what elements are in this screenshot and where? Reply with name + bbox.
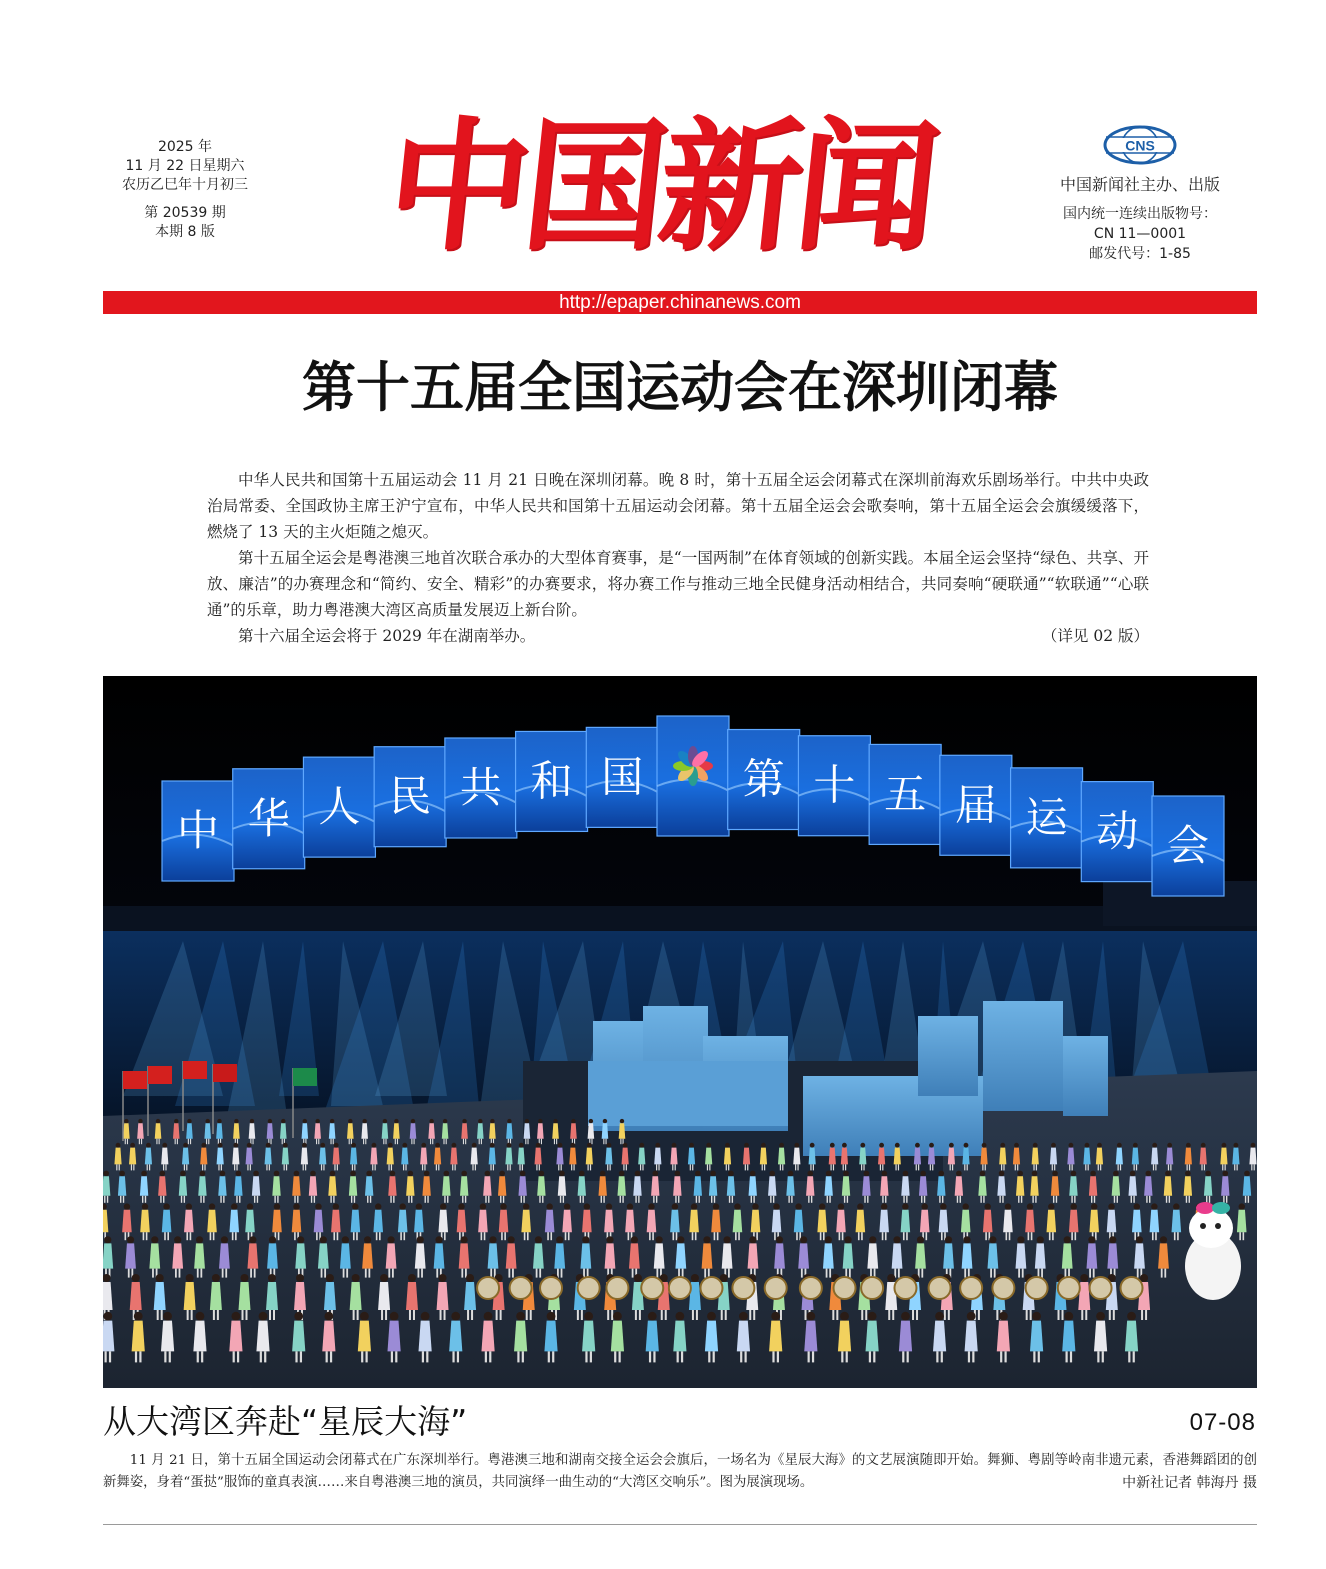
feature-headline: 从大湾区奔赴“星辰大海” [103,1402,468,1441]
lead-headline: 第十五届全国运动会在深圳闭幕 [302,355,1058,419]
closing-ceremony-photo [103,676,1257,1388]
screen-char: 动 [1096,806,1139,856]
screen-char: 五 [884,769,927,819]
newspaper-title: 中国新闻 [379,104,941,270]
screen-panel [516,731,588,831]
issue-date: 11 月 22 日星期六 [125,158,245,174]
lunar-date: 农历乙巳年十月初三 [122,177,248,193]
screen-panel [162,781,234,881]
publisher-block [1030,124,1250,264]
screen-panel [1081,782,1153,882]
screen-panel [1152,796,1224,896]
publisher-name: 中国新闻社主办、出版 [1059,175,1220,194]
screen-char: 运 [1025,792,1068,842]
lead-paragraph-2: 第十五届全运会是粤港澳三地首次联合承办的大型体育赛事，是“一国两制”在体育领域的创新实践。本届全运会坚持“绿色、共享、开放、廉洁”的办赛理念和“简约、安全、精彩”的办赛要求，将办赛工作与推动三地全民健身活动相结合，共同奏响“硬联通”“软联通”“心联通”的乐章，助力粤港澳大湾区高质量发展迈上新台阶。 [207,549,1149,619]
screen-char: 华 [247,793,290,843]
masthead-red-bar [103,291,1257,314]
screen-char: 和 [530,756,573,806]
issue-date-block [110,138,260,242]
screen-panel [445,738,517,838]
screen-panel [586,727,658,827]
main-photo [103,676,1257,1388]
page-reference[interactable]: 07-08 [1189,1409,1256,1436]
screen-logo-panel [657,716,729,836]
issue-year: 2025 年 [157,139,213,155]
screen-char: 会 [1166,821,1210,870]
photo-credit: 中新社记者 韩海丹 摄 [1122,1475,1257,1491]
epaper-url-link[interactable]: http://epaper.chinanews.com [559,292,801,313]
screen-char: 国 [601,752,644,802]
serial-label: 国内统一连续出版物号： [1063,206,1217,222]
screen-panel [869,744,941,844]
screen-char: 第 [742,754,785,804]
screen-char: 届 [954,780,997,830]
photo-caption [103,1450,1257,1494]
screen-panel [940,755,1012,855]
screen-panel [728,730,800,830]
screen-panel [1011,768,1083,868]
screen-char: 中 [176,806,220,855]
postal-code: 邮发代号：1-85 [1089,246,1191,262]
lead-paragraph-1: 中华人民共和国第十五届运动会 11 月 21 日晚在深圳闭幕。晚 8 时，第十五届全运会闭幕式在深圳前海欢乐剧场举行。中共中央政治局常委、全国政协主席王沪宁宣布，中华人民共和国第十五届运动会闭幕。第十五届全运会会歌奏响，第十五届全运会会旗缓缓落下，燃烧了 13 天的主火炬随之熄灭。 [207,471,1149,541]
page-count: 本期 8 版 [155,224,215,240]
lead-paragraph-3: 第十六届全运会将于 2029 年在湖南举办。 [238,627,536,645]
see-also-link[interactable]: （详见 02 版） [1041,627,1149,645]
screen-char: 十 [813,760,856,810]
caption-text: 11 月 21 日，第十五届全国运动会闭幕式在广东深圳举行。粤港澳三地和湖南交接全运会会旗后，一场名为《星辰大海》的文艺展演随即开始。舞狮、粤剧等岭南非遗元素，香港舞蹈团的创新舞姿，身着“蛋挞”服饰的童真表演……来自粤港澳三地的演员，共同演绎一曲生动的“大湾区交响乐”。图为展演现场。 [103,1453,1257,1490]
screen-panel [374,747,446,847]
screen-char: 民 [389,771,432,821]
screen-char: 人 [318,782,361,832]
issue-number: 第 20539 期 [144,205,226,221]
screen-panel [798,736,870,836]
svg-text:CNS: CNS [1125,137,1155,154]
lead-story-body [207,467,1149,649]
screen-char: 共 [459,762,502,812]
serial-number: CN 11—0001 [1093,226,1187,242]
screen-panel [303,757,375,857]
cns-globe-logo [1102,124,1178,166]
bottom-divider [103,1524,1257,1525]
screen-panel [233,769,305,869]
